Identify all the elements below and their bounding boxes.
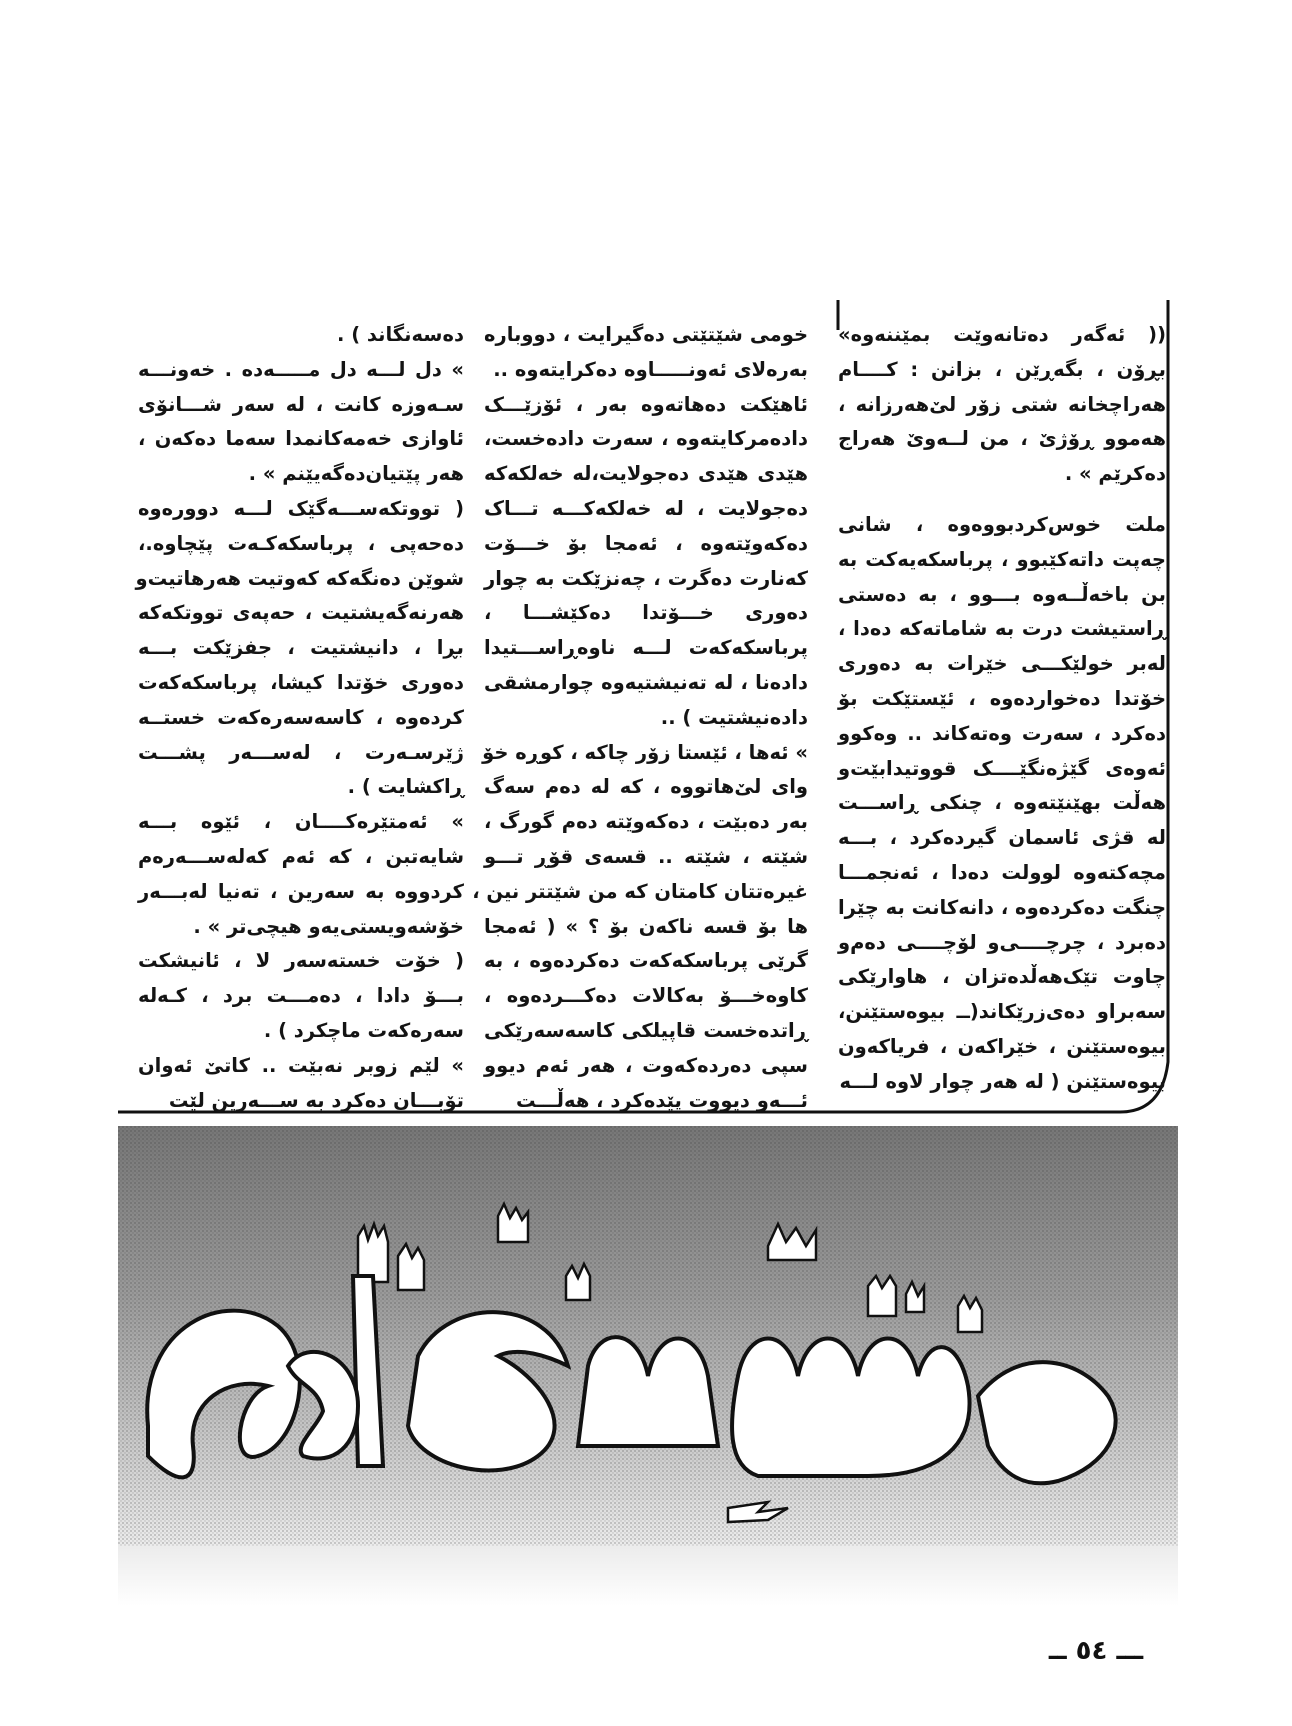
text-line: هێدی هێدی دەجولایت،لە خەلکەکە xyxy=(484,462,808,486)
article-column-right xyxy=(838,318,1166,1100)
text-line: ئاوازی خەمەکانمدا سەما دەکەن ، xyxy=(138,427,464,451)
text-line: دەبرد ، چرچــــی‌و لۆچــــی دەم‌و xyxy=(838,930,1166,954)
text-line: خۆشەویستی‌یەو هیچی‌تر » . xyxy=(193,914,464,938)
text-line: بیوەستێنن ، خێراکەن ، فریاکەون xyxy=(838,1034,1166,1058)
text-line: گرێی پرباسکەکەت دەکردەوە ، بە xyxy=(484,949,808,973)
text-line: غیرەتتان کامتان کە من شێتتر نین ، xyxy=(472,879,808,903)
text-line: » لێم زوبر نەبێت .. کاتێ ئەوان xyxy=(138,1053,464,1077)
text-line: دەکرێم » . xyxy=(1064,462,1166,486)
text-line: بـــۆ دادا ، دەمـــت برد ، کـەلە xyxy=(138,984,464,1008)
text-line: دەوری خـــۆتدا دەکێشـــا ، xyxy=(484,601,808,625)
text-line: هەموو ڕۆژێ ، من لــەوێ هەراج xyxy=(838,427,1166,451)
article-column-middle xyxy=(472,318,808,1118)
text-line: وای لێ‌هاتووە ، کە لە دەم سەگ xyxy=(484,775,808,799)
text-line: بڕا ، دانیشتیت ، جفزێکت بـــە xyxy=(138,636,464,660)
text-line: سپی دەردەکەوت ، هەر ئەم دیوو xyxy=(484,1053,808,1077)
text-line: ژێرسـەرت ، لەســـەر پشـــت xyxy=(138,740,464,764)
text-line: ئەوەی گێژەنگێــــک قووتیدابێت‌و xyxy=(838,756,1166,780)
text-line: دەکەوێتەوە ، ئەمجا بۆ خـــۆت xyxy=(484,531,808,555)
text-line: دادەمرکایتەوە ، سەرت دادەخست، xyxy=(484,427,808,451)
text-line: کەنارت دەگرت ، چەنزێکت بە چوار xyxy=(484,566,808,590)
text-line: هەر پێتیان‌دەگەیێنم » . xyxy=(248,462,464,486)
text-line: پرباسکەکەت لـــە ناوەڕاســـتیدا xyxy=(484,636,808,660)
text-line: ملت خوس‌کردبووەوە ، شانی xyxy=(838,512,1166,536)
text-line: سـەوزە کانت ، لە سەر شـــانۆی xyxy=(138,392,464,416)
text-line: چاوت تێک‌هەڵدەتزان ، هاوارێکی xyxy=(838,965,1166,989)
text-line: لەبر خولێکـــی خێرات بە دەوری xyxy=(838,652,1166,676)
article-column-left xyxy=(135,318,464,1118)
text-line: بڕۆن ، بگەڕێن ، بزانن : کــــام xyxy=(838,357,1166,381)
text-line: خومی شێتێتی دەگیرایت ، دووبارە xyxy=(484,323,808,346)
text-line: چەپت داتەکێبوو ، پرباسکەیەکت بە xyxy=(838,547,1166,571)
page-number: ـــ ٥٤ ــ xyxy=(1048,1636,1144,1666)
text-line: بەرەلای ئەونـــــاوە دەکرایتەوە .. xyxy=(493,357,808,381)
text-line: » ئەمتێرەکــــان ، ئێوە بـــە xyxy=(138,810,464,834)
text-line: سەرەکەت ماچکرد ) . xyxy=(263,1018,464,1042)
text-line: دەجولایت ، لە خەلکەکـــە تـــاک xyxy=(484,496,808,520)
text-line: چنگت دەکردەوە ، دانەکانت بە چێرا xyxy=(838,895,1166,919)
text-line: دەکرد ، سەرت وەتەکاند .. وەکوو xyxy=(838,721,1166,745)
text-line: خۆتدا دەخواردەوە ، ئێستێکت بۆ xyxy=(838,686,1166,710)
text-line: مچەکتەوە لوولت دەدا ، ئەنجمـــا xyxy=(838,860,1166,884)
text-line: ڕاکشایت ) . xyxy=(347,775,464,799)
text-line: بن باخەڵــەوە بـــوو ، بە دەستی xyxy=(838,582,1166,606)
text-line: (( ئەگەر دەتانەوێت بمێننەوە» xyxy=(838,323,1166,346)
text-line: هەراچخانە شتی زۆر لێ‌هەرزانە ، xyxy=(838,392,1166,416)
text-line: هەرنەگەیشتیت ، حەپەی تووتکەکە xyxy=(138,601,464,625)
text-line: » دل لـــە دل مـــــەدە . خەونـــە xyxy=(138,357,464,381)
text-line: تۆبـــان دەکرد بە ســـەرین لێت xyxy=(168,1088,464,1112)
text-line: کردووە بە سەرین ، تەنیا لەبـــەر xyxy=(138,879,464,903)
text-line: لە قژی ئاسمان گیردەکرد ، بـــە xyxy=(838,826,1166,850)
text-line: دەوری خۆتدا کیشا، پرباسکەکەت xyxy=(138,670,464,694)
text-line: شایەتبن ، کە ئەم کەلەســـەرەم xyxy=(138,844,464,868)
text-line: ( تووتکەســـەگێک لـــە دوورەوە xyxy=(138,496,464,520)
text-line: ( خۆت خستەسەر لا ، ئانیشکت xyxy=(138,949,464,973)
text-line: هەڵت بهێنێتەوە ، چنکی ڕاســـت xyxy=(838,791,1166,815)
text-line: کاوەخـــۆ بەکالات دەکـــردەوە ، xyxy=(484,984,808,1008)
text-line: بەر دەبێت ، دەکەوێتە دەم گورگ ، xyxy=(484,810,808,834)
text-line: شێتە ، شێتە .. قسەی قۆڕ تـــو xyxy=(484,844,808,868)
text-line: ئـــەو دیووت پێدەکرد ، هەڵـــت xyxy=(516,1088,808,1112)
text-line: ها بۆ قسە ناکەن بۆ ؟ » ( ئەمجا xyxy=(484,914,808,938)
text-line: ئاهێکت دەهاتەوە بەر ، ئۆزێـــک xyxy=(484,392,808,416)
text-line: » ئەها ، ئێستا زۆر چاکە ، کوڕە خۆ xyxy=(482,740,808,764)
text-line: دەحەپی ، پرباسکەکـەت پێچاوە.، xyxy=(138,531,464,555)
text-line: ڕاتدەخست قاپیلکی کاسەسەرێکی xyxy=(484,1018,808,1042)
text-line: کردەوە ، کاسەسەرەکەت خستــە xyxy=(138,705,464,729)
title-banner xyxy=(118,1126,1178,1606)
text-line: دادەنا ، لە تەنیشتیەوە چوارمشقی xyxy=(484,670,808,694)
text-line: شوێن دەنگەکە کەوتیت هەرهاتیت‌و xyxy=(135,566,464,590)
text-line: سەبراو دەی‌زرێکاند(ــ بیوەستێنن، xyxy=(838,1000,1166,1024)
text-line: دەسەنگاند ) . xyxy=(337,323,464,346)
text-line: بیوەستێنن ( لە هەر چوار لاوە لـــە xyxy=(839,1069,1166,1093)
text-line: ڕاستیشت درت بە شاماتەکە دەدا ، xyxy=(838,617,1166,641)
text-line: دادەنیشتیت ) .. xyxy=(660,705,808,729)
